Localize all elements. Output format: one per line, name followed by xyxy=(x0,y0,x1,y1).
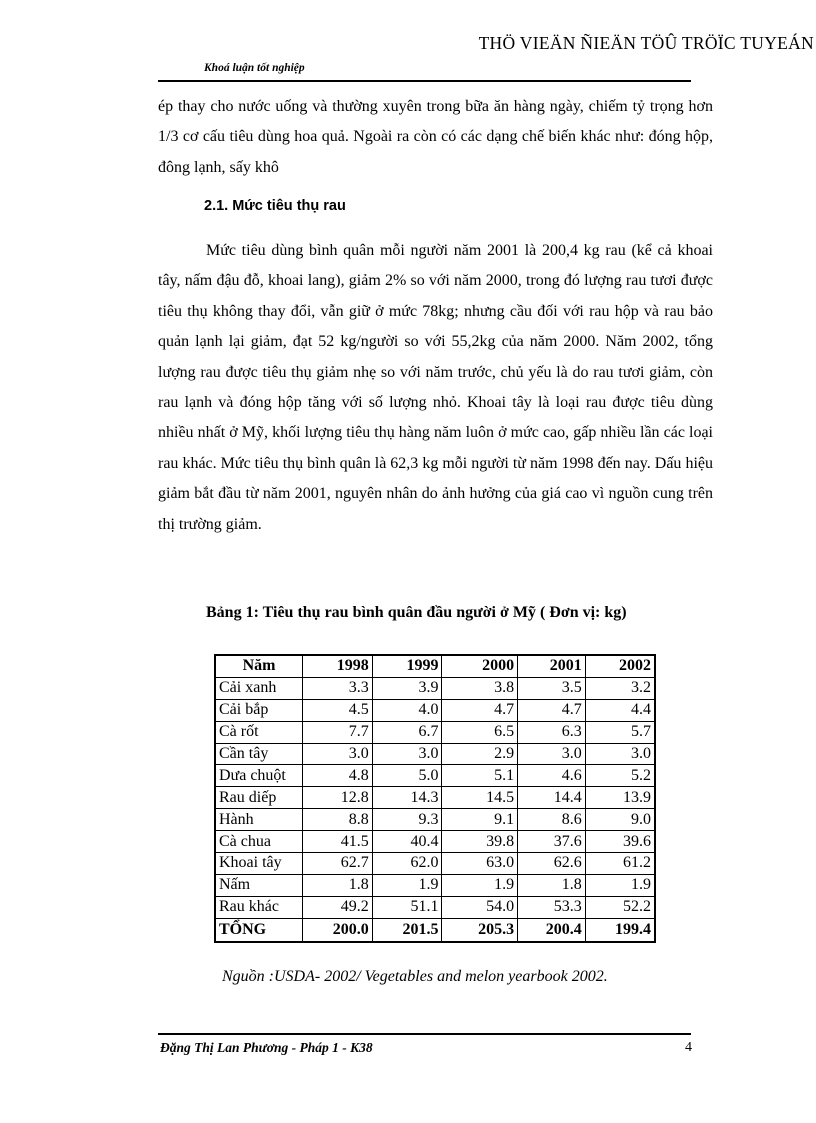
table-cell: 1.8 xyxy=(303,874,373,896)
table-row xyxy=(215,787,655,809)
table-cell: 3.9 xyxy=(372,677,442,699)
table-cell: 2.9 xyxy=(442,743,518,765)
table-row xyxy=(215,809,655,831)
table-cell: 41.5 xyxy=(303,831,373,853)
table-cell: 6.5 xyxy=(442,721,518,743)
table-cell: TỔNG xyxy=(215,918,303,942)
table-cell: 5.1 xyxy=(442,765,518,787)
table-caption: Bảng 1: Tiêu thụ rau bình quân đầu người ở Mỹ ( Đơn vị: kg) xyxy=(206,604,627,621)
table-cell: 63.0 xyxy=(442,853,518,875)
table-cell: 1.9 xyxy=(372,874,442,896)
body-paragraph-2: Mức tiêu dùng bình quân mỗi người năm 2001 là 200,4 kg rau (kể cả khoai tây, nấm đậu đỗ, khoai lang), giảm 2% so với năm 2000, trong đó lượng rau tươi được tiêu thụ không thay đổi, vẫn giữ ở mức 78kg; nhưng cầu đối với rau hộp và rau bảo quản lạnh lại giảm, đạt 52 kg/người so với 55,2kg của năm 2000. Năm 2002, tổng lượng rau được tiêu thụ giảm nhẹ so với năm trước, chủ yếu là do rau tươi giảm, còn rau lạnh và đóng hộp tăng với số lượng nhỏ. Khoai tây là loại rau được tiêu dùng nhiều nhất ở Mỹ, khối lượng tiêu thụ hàng năm luôn ở mức cao, gấp nhiều lần các loại rau khác. Mức tiêu thụ bình quân là 62,3 kg mỗi người từ năm 1998 đến nay. Dấu hiệu giảm bắt đầu từ năm 2001, nguyên nhân do ảnh hưởng của giá cao vì nguồn cung trên thị trường giảm. xyxy=(158,242,713,533)
section-heading: 2.1. Mức tiêu thụ rau xyxy=(204,198,346,214)
table-cell: 4.6 xyxy=(518,765,586,787)
table-cell: 9.1 xyxy=(442,809,518,831)
consumption-table xyxy=(214,654,656,943)
table-cell: 1.9 xyxy=(442,874,518,896)
header-title: Khoá luận tốt nghiệp xyxy=(204,62,305,74)
table-cell: Dưa chuột xyxy=(215,765,303,787)
table-header-cell: 1999 xyxy=(372,655,442,677)
table-cell: 62.7 xyxy=(303,853,373,875)
table-cell: Rau diếp xyxy=(215,787,303,809)
table-cell: 3.5 xyxy=(518,677,586,699)
table-cell: 4.7 xyxy=(518,699,586,721)
table-cell: 3.0 xyxy=(585,743,655,765)
table-row xyxy=(215,677,655,699)
table-cell: Cà chua xyxy=(215,831,303,853)
table-row xyxy=(215,743,655,765)
header-rule xyxy=(158,80,691,82)
table-row xyxy=(215,853,655,875)
table-cell: 4.4 xyxy=(585,699,655,721)
table-cell: 9.0 xyxy=(585,809,655,831)
table-cell: 3.2 xyxy=(585,677,655,699)
table-row xyxy=(215,896,655,918)
table-cell: 7.7 xyxy=(303,721,373,743)
table-cell: 5.0 xyxy=(372,765,442,787)
table-total-row xyxy=(215,918,655,942)
table-cell: 5.7 xyxy=(585,721,655,743)
body-paragraph-1: ép thay cho nước uống và thường xuyên trong bữa ăn hàng ngày, chiếm tỷ trọng hơn 1/3 cơ cấu tiêu dùng hoa quả. Ngoài ra còn có các dạng chế biến khác như: đóng hộp, đông lạnh, sấy khô xyxy=(158,98,713,176)
table-cell: Cà rốt xyxy=(215,721,303,743)
table-cell: 51.1 xyxy=(372,896,442,918)
watermark-text: THÖ VIEÄN ÑIEÄN TÖÛ TRÖÏC TUYEÁN xyxy=(478,33,814,53)
table-cell: 9.3 xyxy=(372,809,442,831)
table-header-cell: 1998 xyxy=(303,655,373,677)
table-source: Nguồn :USDA- 2002/ Vegetables and melon yearbook 2002. xyxy=(222,968,608,985)
table-cell: 61.2 xyxy=(585,853,655,875)
table-row xyxy=(215,831,655,853)
table-cell: 62.0 xyxy=(372,853,442,875)
table-cell: 12.8 xyxy=(303,787,373,809)
table-cell: 205.3 xyxy=(442,918,518,942)
table-cell: 199.4 xyxy=(585,918,655,942)
table-cell: 3.8 xyxy=(442,677,518,699)
table-cell: Cần tây xyxy=(215,743,303,765)
table-cell: 39.8 xyxy=(442,831,518,853)
table-cell: 8.6 xyxy=(518,809,586,831)
table-row xyxy=(215,699,655,721)
table-cell: 3.0 xyxy=(372,743,442,765)
table-cell: 6.7 xyxy=(372,721,442,743)
table-cell: Nấm xyxy=(215,874,303,896)
table-cell: 200.4 xyxy=(518,918,586,942)
table-cell: 52.2 xyxy=(585,896,655,918)
table-cell: 4.5 xyxy=(303,699,373,721)
page-number: 4 xyxy=(685,1040,692,1055)
table-cell: 13.9 xyxy=(585,787,655,809)
table-header-cell: 2000 xyxy=(442,655,518,677)
table-cell: Khoai tây xyxy=(215,853,303,875)
table-header-cell: Năm xyxy=(215,655,303,677)
table-cell: 53.3 xyxy=(518,896,586,918)
table-cell: 200.0 xyxy=(303,918,373,942)
table-row xyxy=(215,874,655,896)
table-cell: Hành xyxy=(215,809,303,831)
table-cell: 37.6 xyxy=(518,831,586,853)
table-cell: 14.4 xyxy=(518,787,586,809)
table-cell: 1.8 xyxy=(518,874,586,896)
table-cell: 39.6 xyxy=(585,831,655,853)
table-cell: 5.2 xyxy=(585,765,655,787)
table-header-row xyxy=(215,655,655,677)
table-cell: 40.4 xyxy=(372,831,442,853)
footer-rule xyxy=(158,1033,691,1035)
table-cell: 3.0 xyxy=(303,743,373,765)
table-cell: 3.0 xyxy=(518,743,586,765)
footer-author: Đặng Thị Lan Phương - Pháp 1 - K38 xyxy=(160,1040,373,1055)
table-cell: 62.6 xyxy=(518,853,586,875)
table-cell: Cải bắp xyxy=(215,699,303,721)
table-header-cell: 2001 xyxy=(518,655,586,677)
table-cell: 54.0 xyxy=(442,896,518,918)
table-cell: 3.3 xyxy=(303,677,373,699)
table-header-cell: 2002 xyxy=(585,655,655,677)
table-cell: 49.2 xyxy=(303,896,373,918)
table-cell: 1.9 xyxy=(585,874,655,896)
table-cell: 8.8 xyxy=(303,809,373,831)
table-cell: 4.8 xyxy=(303,765,373,787)
table-cell: Rau khác xyxy=(215,896,303,918)
table-cell: 14.3 xyxy=(372,787,442,809)
table-cell: 201.5 xyxy=(372,918,442,942)
table-row xyxy=(215,765,655,787)
table-cell: Cải xanh xyxy=(215,677,303,699)
table-cell: 4.0 xyxy=(372,699,442,721)
table-cell: 6.3 xyxy=(518,721,586,743)
table-cell: 4.7 xyxy=(442,699,518,721)
table-row xyxy=(215,721,655,743)
table-cell: 14.5 xyxy=(442,787,518,809)
